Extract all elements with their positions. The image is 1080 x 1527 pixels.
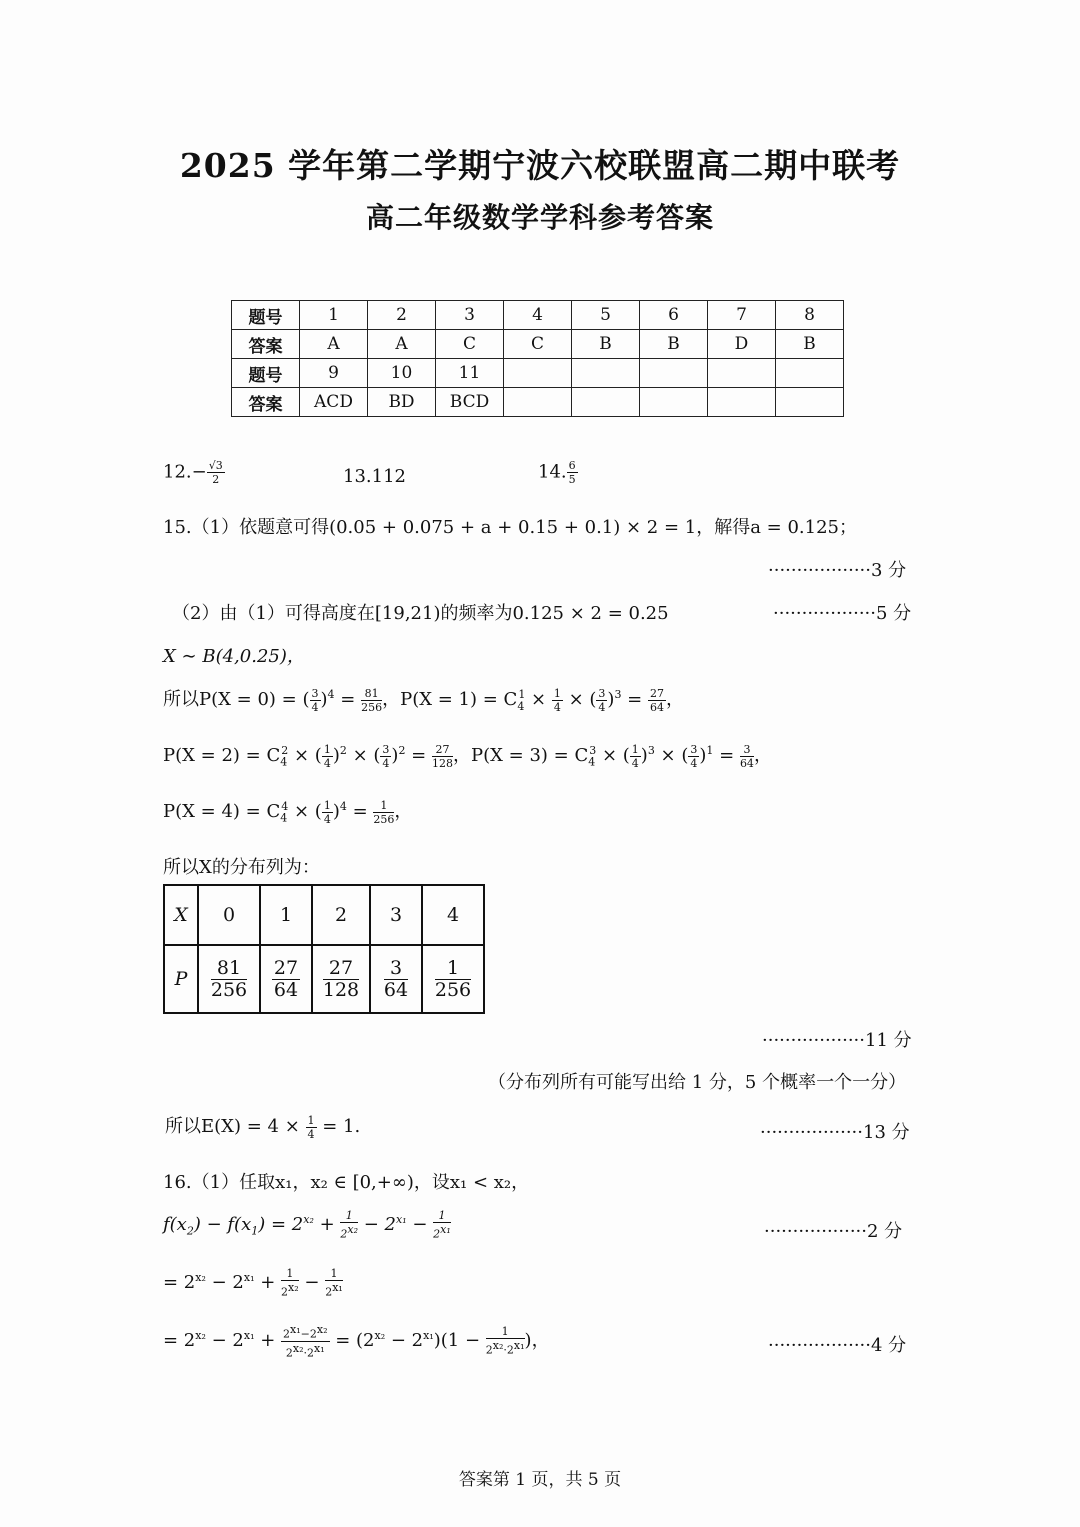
numerator: 27 <box>273 956 299 979</box>
denominator: 256 <box>434 978 472 1001</box>
p-label: P <box>164 945 198 1013</box>
score-marker: ··················3 分 <box>768 560 907 581</box>
p-value <box>260 945 312 1013</box>
table-cell: 4 <box>504 301 572 330</box>
answer-13: 13.112 <box>343 466 406 487</box>
numerator: 3 <box>384 959 408 980</box>
answer-12-prefix: 12.− <box>163 461 207 483</box>
distribution-table <box>163 884 485 1014</box>
q16-part1: 16.（1）任取x₁，x₂ ∈ [0,+∞)，设x₁ < x₂， <box>163 1172 530 1193</box>
q15-part2: （2）由（1）可得高度在[19,21)的频率为0.125 × 2 = 0.25 <box>172 603 669 624</box>
x-label: X <box>164 885 198 945</box>
page-title: 2025 学年第二学期宁波六校联盟高二期中联考 <box>179 146 901 185</box>
numerator: 6 <box>568 459 576 472</box>
table-cell: B <box>640 330 708 359</box>
q16-step-1: $f(x_2) - f(x_1) = 2^{x_2}$ + $\frac{1}{2^{x_2}}$ − $2^{x_1}$ − $\frac{1}{2^{x_1}}$ <box>163 1209 451 1241</box>
numerator: 27 <box>323 959 359 980</box>
table-cell: A <box>300 330 368 359</box>
prob-2-label: P(X = 2) = C <box>163 745 281 766</box>
row-label-question: 题号 <box>232 301 300 330</box>
table-cell: 9 <box>300 359 368 388</box>
table-cell <box>504 388 572 417</box>
fraction <box>567 460 578 485</box>
table-cell: C <box>436 330 504 359</box>
table-cell: 11 <box>436 359 504 388</box>
dist-intro: 所以X的分布列为： <box>163 857 320 878</box>
table-cell: ACD <box>300 388 368 417</box>
table-cell: B <box>572 330 640 359</box>
x-value: 3 <box>370 885 422 945</box>
table-cell: C <box>504 330 572 359</box>
table-row <box>164 885 484 945</box>
table-cell: 7 <box>708 301 776 330</box>
table-cell: 2 <box>368 301 436 330</box>
numerator: 1 <box>435 959 471 980</box>
table-cell: BCD <box>436 388 504 417</box>
table-cell: 8 <box>776 301 844 330</box>
table-cell <box>708 388 776 417</box>
prob-3-label: ，P(X = 3) = C <box>452 745 589 766</box>
denominator: 256 <box>210 978 248 1001</box>
prob-1-label: ，P(X = 1) = C <box>382 689 518 710</box>
x-value: 0 <box>198 885 260 945</box>
scoring-note: （分布列所有可能写出给 1 分，5 个概率一个一分） <box>488 1072 907 1093</box>
table-cell <box>776 388 844 417</box>
denominator: 5 <box>568 473 576 486</box>
fraction <box>207 460 225 485</box>
row-label-answer: 答案 <box>232 330 300 359</box>
table-row <box>232 388 844 417</box>
q16-step-2: = $2^{x_2} - 2^{x_1}$ + $\frac{1}{2^{x_2}}$ − $\frac{1}{2^{x_1}}$ <box>163 1267 343 1299</box>
prob-0-label: 所以P(X = 0) = <box>163 689 303 710</box>
score-marker: ··················2 分 <box>764 1221 903 1242</box>
p-value <box>198 945 260 1013</box>
row-label-answer: 答案 <box>232 388 300 417</box>
table-cell <box>776 359 844 388</box>
table-cell: A <box>368 330 436 359</box>
table-row <box>232 330 844 359</box>
numerator: √3 <box>208 459 223 472</box>
table-row <box>164 945 484 1013</box>
table-cell <box>708 359 776 388</box>
row-label-question: 题号 <box>232 359 300 388</box>
table-cell: 6 <box>640 301 708 330</box>
table-cell <box>504 359 572 388</box>
table-cell: 5 <box>572 301 640 330</box>
table-cell: BD <box>368 388 436 417</box>
numerator: 81 <box>211 959 247 980</box>
x-value: 4 <box>422 885 484 945</box>
score-marker: ··················5 分 <box>773 603 912 624</box>
answer-14-prefix: 14. <box>538 461 567 483</box>
table-cell: D <box>708 330 776 359</box>
denominator: 64 <box>383 978 409 1001</box>
denominator: 128 <box>322 978 360 1001</box>
table-cell: 10 <box>368 359 436 388</box>
answer-12 <box>163 460 225 485</box>
answer-table <box>231 300 844 417</box>
prob-line-1: 所以P(X = 0) = ( $\frac{3}{4}$ )$^4$ = $\frac{81}{256}$ ，$P(X = 1) = C_4^1$ × $\frac{1}{4}$ × ( $\frac{3}{4}$ )$^3$ = $\frac{27}{64}$ ， <box>163 686 684 714</box>
score-marker: ··················13 分 <box>760 1122 910 1143</box>
page-footer: 答案第 1 页，共 5 页 <box>458 1470 622 1490</box>
denominator: 64 <box>273 978 299 1001</box>
binomial-line: X ∼ B(4,0.25)， <box>163 646 305 667</box>
table-cell: B <box>776 330 844 359</box>
score-marker: ··················11 分 <box>762 1030 912 1051</box>
score-marker: ··················4 分 <box>768 1335 907 1356</box>
table-row <box>232 359 844 388</box>
table-cell: 1 <box>300 301 368 330</box>
table-cell: 3 <box>436 301 504 330</box>
table-cell <box>572 388 640 417</box>
expectation-label: 所以E(X) = 4 × <box>165 1116 306 1137</box>
table-cell <box>572 359 640 388</box>
x-value: 2 <box>312 885 370 945</box>
table-cell <box>640 388 708 417</box>
p-value <box>312 945 370 1013</box>
answer-14 <box>538 460 578 485</box>
x-value: 1 <box>260 885 312 945</box>
q15-part1: 15.（1）依题意可得(0.05 + 0.075 + a + 0.15 + 0.1) × 2 = 1，解得a = 0.125； <box>163 517 858 538</box>
p-value <box>422 945 484 1013</box>
prob-line-2: $P(X = 2) = C_4^2$ × ( $\frac{1}{4}$ )$^2$ × ( $\frac{3}{4}$ )$^2$ = $\frac{27}{128}$ ，$P(X = 3) = C_4^3$ × ( $\frac{1}{4}$ )$^3$ × ( $\frac{3}{4}$ )$^1$ = $\frac{3}{64}$ ， <box>163 742 772 770</box>
q16-step-3: = $2^{x_2} - 2^{x_1}$ + $\frac{2^{x_1}-2^{x_2}}{2^{x_2}\cdot 2^{x_1}}$ = $(2^{x_2} - 2^{x_1})(1$ − $\frac{1}{2^{x_2}\cdot 2^{x_1}}$ )， <box>163 1323 550 1360</box>
prob-4-label: P(X = 4) = C <box>163 801 281 822</box>
page-subtitle: 高二年级数学学科参考答案 <box>365 201 714 234</box>
p-value <box>370 945 422 1013</box>
denominator: 2 <box>212 473 220 486</box>
table-row <box>232 301 844 330</box>
prob-line-3: $P(X = 4) = C_4^4$ × ( $\frac{1}{4}$ )$^4$ = $\frac{1}{256}$ ， <box>163 798 413 826</box>
expectation-line: 所以E(X) = 4 × $\frac{1}{4}$ = 1. <box>165 1113 361 1141</box>
table-cell <box>640 359 708 388</box>
expectation-result: = 1. <box>316 1116 361 1137</box>
